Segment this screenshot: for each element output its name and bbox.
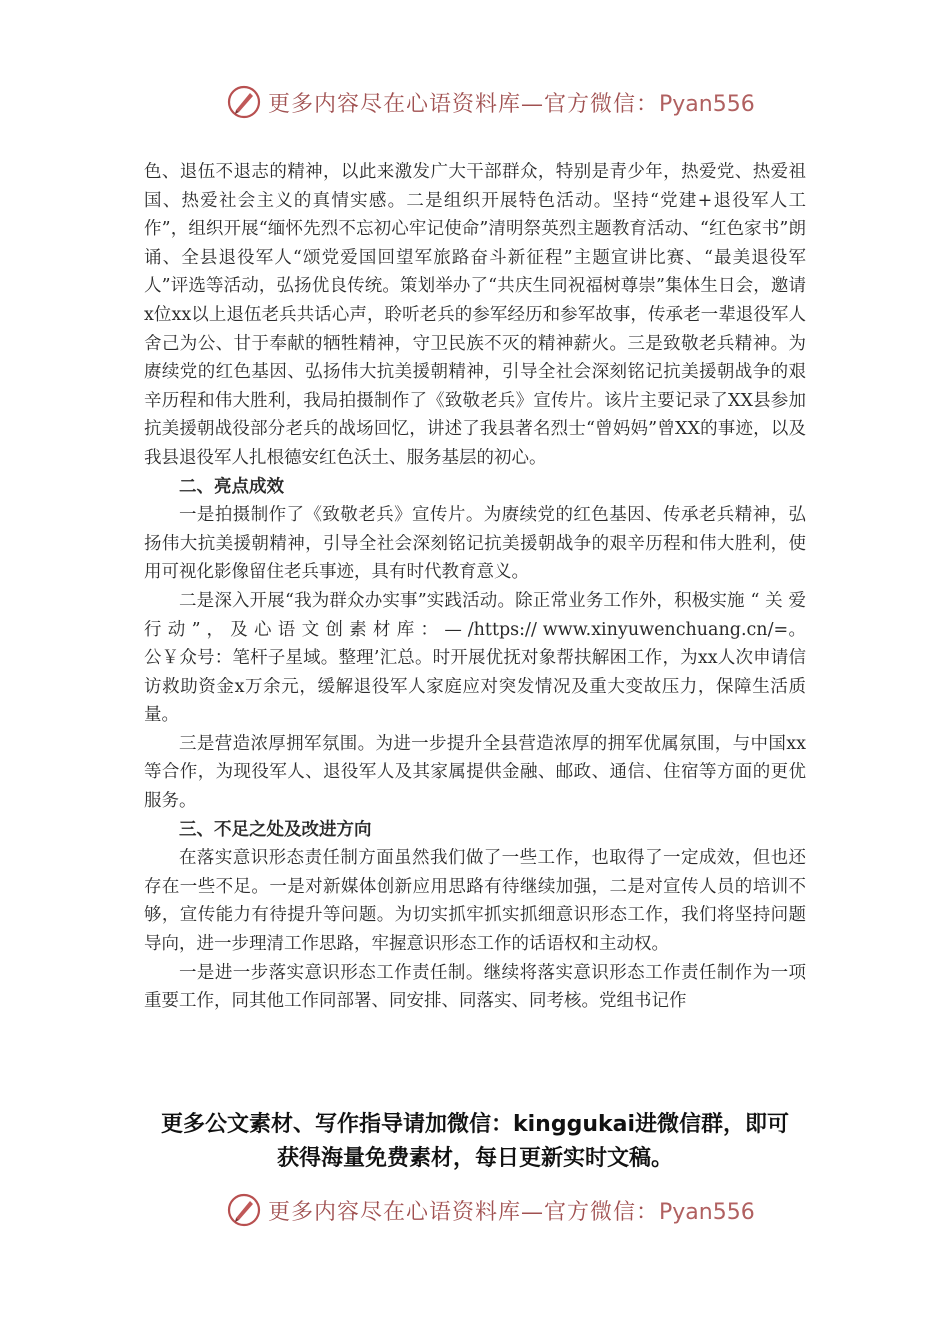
paragraph: 三是营造浓厚拥军氛围。为进一步提升全县营造浓厚的拥军优属氛围，与中国xx等合作，为现役军人、退役军人及其家属提供金融、邮政、通信、住宿等方面的更优服务。 (144, 733, 806, 812)
header-wechat-id: Pyan556 (659, 91, 755, 117)
pen-logo-icon (226, 84, 262, 120)
promo-line-1: 更多公文素材、写作指导请加微信：kinggukai进微信群，即可 (160, 1112, 789, 1137)
header-banner-text (268, 87, 755, 118)
footer-banner (226, 1190, 755, 1230)
footer-banner-label: 更多内容尽在心语资料库—官方微信： (268, 1199, 660, 1225)
header-banner (226, 82, 755, 122)
article-body (144, 158, 806, 1016)
promo-notice (120, 1108, 830, 1176)
paragraph-intro: 色、退伍不退志的精神，以此来激发广大干部群众，特别是青少年，热爱党、热爱祖国、热爱社会主义的真情实感。二是组织开展特色活动。坚持“党建+退役军人工作”，组织开展“缅怀先烈不忘初心牢记使命”清明祭英烈主题教育活动、“红色家书”朗诵、全县退役军人“颂党爱国回望军旅路奋斗新征程”主题宣讲比赛、“最美退役军人”评选等活动，弘扬优良传统。策划举办了“共庆生同祝福树尊崇”集体生日会，邀请x位xx以上退伍老兵共话心声，聆听老兵的参军经历和参军故事，传承老一辈退役军人舍己为公、甘于奉献的牺牲精神，守卫民族不灭的精神薪火。三是致敬老兵精神。为赓续党的红色基因、弘扬伟大抗美援朝精神，引导全社会深刻铭记抗美援朝战争的艰辛历程和伟大胜利，我局拍摄制作了《致敬老兵》宣传片。该片主要记录了XX县参加抗美援朝战役部分老兵的战场回忆，讲述了我县著名烈士“曾妈妈”曾XX的事迹，以及我县退役军人扎根德安红色沃土、服务基层的初心。 (144, 162, 806, 468)
footer-banner-text (268, 1195, 755, 1226)
promo-line-2: 获得海量免费素材，每日更新实时文稿。 (276, 1146, 673, 1171)
paragraph: 一是拍摄制作了《致敬老兵》宣传片。为赓续党的红色基因、传承老兵精神，弘扬伟大抗美援朝精神，引导全社会深刻铭记抗美援朝战争的艰辛历程和伟大胜利，使用可视化影像留住老兵事迹，具有时代教育意义。 (144, 505, 806, 583)
footer-wechat-id: Pyan556 (659, 1199, 755, 1225)
header-banner-label: 更多内容尽在心语资料库—官方微信： (268, 91, 660, 117)
pen-logo-icon (226, 1192, 262, 1228)
section-heading-2: 二、亮点成效 (179, 476, 284, 497)
paragraph: 一是进一步落实意识形态工作责任制。继续将落实意识形态工作责任制作为一项重要工作，同其他工作同部署、同安排、同落实、同考核。党组书记作 (144, 962, 806, 1012)
section-heading-3: 三、不足之处及改进方向 (179, 819, 372, 840)
paragraph: 二是深入开展“我为群众办实事”实践活动。除正常业务工作外，积极实施 “ 关 爱 行 动 ” ， 及 心 语 文 创 素 材 库 ： — /https:// www.xinyuwenchuang.cn/=。公￥众号：笔杆子星域。整理’汇总。时开展优抚对象帮扶解困工作，为xx人次申请信访救助资金x万余元，缓解退役军人家庭应对突发情况及重大变故压力，保障生活质量。 (144, 590, 806, 726)
paragraph: 在落实意识形态责任制方面虽然我们做了一些工作，也取得了一定成效，但也还存在一些不足。一是对新媒体创新应用思路有待继续加强，二是对宣传人员的培训不够，宣传能力有待提升等问题。为切实抓牢抓实抓细意识形态工作，我们将坚持问题导向，进一步理清工作思路，牢握意识形态工作的话语权和主动权。 (144, 848, 806, 955)
